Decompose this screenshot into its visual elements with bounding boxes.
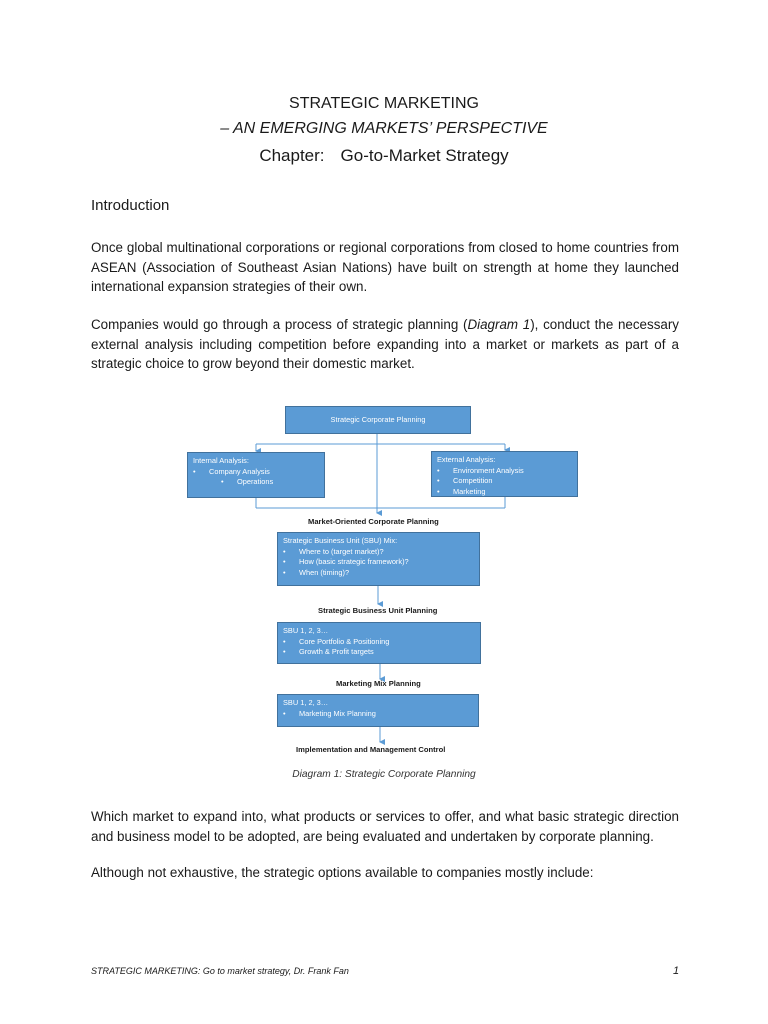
sbu-marketing-list bbox=[283, 709, 473, 720]
label-sbu-planning: Strategic Business Unit Planning bbox=[318, 606, 438, 615]
sbu-portfolio-item: • Growth & Profit targets bbox=[283, 647, 475, 658]
label-marketing-mix-planning: Marketing Mix Planning bbox=[336, 679, 421, 688]
internal-analysis-item: • Company Analysis bbox=[193, 467, 319, 478]
diagram-caption: Diagram 1: Strategic Corporate Planning bbox=[292, 769, 476, 780]
diagram-reference: Diagram 1 bbox=[467, 317, 531, 332]
page-number: 1 bbox=[673, 965, 680, 977]
external-analysis-list bbox=[437, 466, 572, 498]
external-analysis-box bbox=[431, 451, 578, 497]
internal-analysis-box bbox=[187, 452, 325, 498]
intro-paragraph-1: Once global multinational corporations or regional corporations from closed to home countries from ASEAN (Association of Southeast Asian Nations) have built on strength at home they launched international expansion strategies of their own. bbox=[91, 240, 679, 294]
sbu-marketing-box bbox=[277, 694, 479, 727]
chapter-name: Go-to-Market Strategy bbox=[340, 146, 509, 165]
document-title: STRATEGIC MARKETING bbox=[289, 95, 479, 112]
sbu-mix-title: Strategic Business Unit (SBU) Mix: bbox=[283, 536, 398, 545]
body-paragraph-4: Although not exhaustive, the strategic options available to companies mostly include: bbox=[91, 865, 594, 880]
external-analysis-item: • Competition bbox=[437, 476, 572, 487]
intro-paragraph-2 bbox=[91, 315, 679, 374]
internal-analysis-list bbox=[193, 467, 319, 488]
external-analysis-title: External Analysis: bbox=[437, 455, 496, 464]
label-implementation-control: Implementation and Management Control bbox=[296, 745, 446, 754]
sbu-portfolio-item: • Core Portfolio & Positioning bbox=[283, 637, 475, 648]
sbu-mix-item: • Where to (target market)? bbox=[283, 547, 474, 558]
sbu-marketing-item: • Marketing Mix Planning bbox=[283, 709, 473, 720]
body-paragraph-3: Which market to expand into, what products or services to offer, and what basic strategic direction and business model to be adopted, are being evaluated and undertaken by corporate planning. bbox=[91, 809, 679, 844]
sbu-marketing-title: SBU 1, 2, 3… bbox=[283, 698, 329, 707]
sbu-portfolio-title: SBU 1, 2, 3… bbox=[283, 626, 329, 635]
chapter-label: Chapter: bbox=[259, 146, 325, 165]
paragraph-text: Companies would go through a process of strategic planning ( bbox=[91, 317, 468, 332]
strategic-corporate-planning-box: Strategic Corporate Planning bbox=[285, 406, 471, 434]
internal-analysis-item: • Operations bbox=[193, 477, 319, 488]
sbu-mix-item: • When (timing)? bbox=[283, 568, 474, 579]
internal-analysis-title: Internal Analysis: bbox=[193, 456, 249, 465]
sbu-mix-list bbox=[283, 547, 474, 579]
section-heading-introduction: Introduction bbox=[91, 197, 170, 214]
paragraph-text: ), conduct the necessary external analysis including competition before expanding into a market or markets as part of a strategic choice to grow beyond their domestic market. bbox=[91, 317, 679, 371]
label-market-oriented-planning: Market-Oriented Corporate Planning bbox=[308, 517, 439, 526]
footer-text: STRATEGIC MARKETING: Go to market strategy, Dr. Frank Fan bbox=[91, 966, 349, 976]
document-subtitle: – AN EMERGING MARKETS’ PERSPECTIVE bbox=[220, 120, 548, 137]
sbu-portfolio-list bbox=[283, 637, 475, 658]
chapter-title bbox=[0, 146, 768, 166]
sbu-mix-item: • How (basic strategic framework)? bbox=[283, 557, 474, 568]
sbu-portfolio-box bbox=[277, 622, 481, 664]
external-analysis-item: • Marketing bbox=[437, 487, 572, 498]
external-analysis-item: • Environment Analysis bbox=[437, 466, 572, 477]
sbu-mix-box bbox=[277, 532, 480, 586]
